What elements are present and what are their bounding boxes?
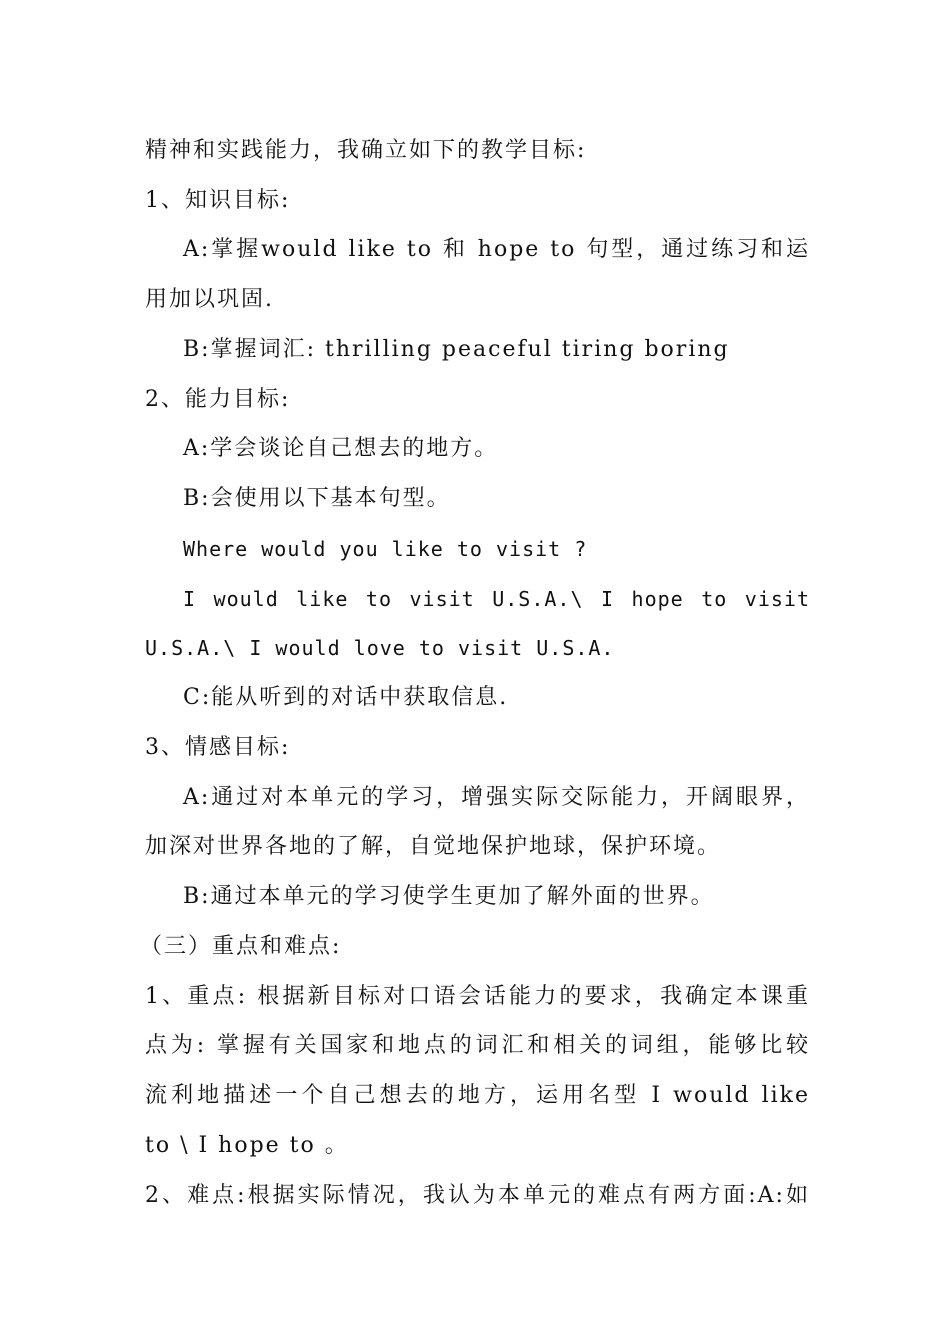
sentence-pattern-answer-1: I would like to visit U.S.A.\ I hope to visit <box>183 587 810 611</box>
text-line-18: 1、重点: 根据新目标对口语会话能力的要求，我确定本课重 <box>145 984 810 1009</box>
text-line-15: 加深对世界各地的了解，自觉地保护地球，保护环境。 <box>145 834 722 859</box>
text-line-16: B:通过本单元的学习使学生更加了解外面的世界。 <box>183 884 715 909</box>
text-line-19: 点为: 掌握有关国家和地点的词汇和相关的词组，能够比较 <box>145 1033 810 1058</box>
text-line-8: B:会使用以下基本句型。 <box>183 486 451 511</box>
text-line-12: C:能从听到的对话中获取信息. <box>183 685 509 710</box>
text-line-21: to \ I hope to 。 <box>145 1133 349 1158</box>
vocabulary-line: B:掌握词汇: thrilling peaceful tiring boring <box>183 337 730 362</box>
text-line-1: 精神和实践能力，我确立如下的教学目标: <box>145 138 587 163</box>
sentence-pattern-answer-2: U.S.A.\ I would love to visit U.S.A. <box>145 636 615 660</box>
text-line-20: 流利地描述一个自己想去的地方，运用名型 I would like <box>145 1083 810 1108</box>
text-line-3: A:掌握would like to 和 hope to 句型，通过练习和运 <box>183 237 810 262</box>
section-heading-key-points: （三）重点和难点: <box>140 934 342 959</box>
text-line-7: A:学会谈论自己想去的地方。 <box>183 436 499 461</box>
section-heading-knowledge: 1、知识目标: <box>145 188 291 213</box>
section-heading-emotion: 3、情感目标: <box>145 735 291 760</box>
text-line-4: 用加以巩固. <box>145 287 274 312</box>
text-line-22: 2、难点:根据实际情况，我认为本单元的难点有两方面:A:如 <box>145 1183 810 1208</box>
text-line-14: A:通过对本单元的学习，增强实际交际能力，开阔眼界， <box>183 785 810 810</box>
section-heading-ability: 2、能力目标: <box>145 387 291 412</box>
sentence-pattern-question: Where would you like to visit ? <box>183 537 588 561</box>
